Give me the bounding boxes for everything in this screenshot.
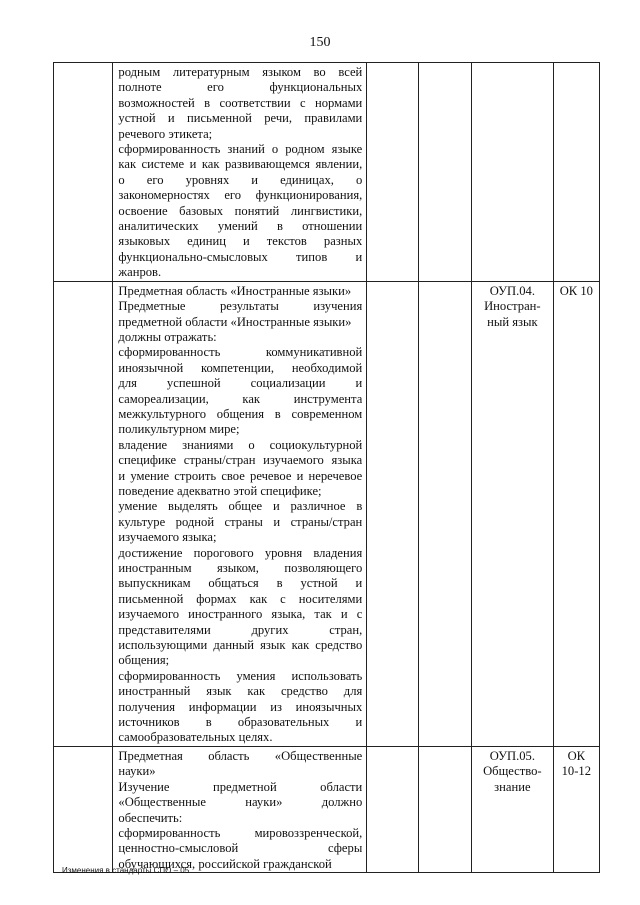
empty-cell xyxy=(418,281,471,746)
text-line: поведение адекватно этой специфике; xyxy=(118,483,322,498)
text-line: Изучение предметной области xyxy=(118,779,363,794)
standards-table xyxy=(53,62,600,873)
text-line: сформированность умения использовать xyxy=(118,668,363,683)
text-line: изучаемого иностранного языка, так и с xyxy=(118,607,363,622)
text-line: использующими данный язык как средство xyxy=(118,638,363,653)
discipline-code-line: Общество- xyxy=(483,764,542,779)
table-row xyxy=(54,281,600,746)
text-line: речевого этикета; xyxy=(118,126,213,141)
text-line: и умение строить свое речевое и неречевое xyxy=(118,468,363,483)
text-line: как системе и как развивающемся явлении, xyxy=(118,157,363,172)
text-line: сформированность мировоззренческой, xyxy=(118,825,363,840)
discipline-code-cell xyxy=(472,746,554,872)
competence-cell xyxy=(553,281,599,746)
text-line: получения информации из иноязычных xyxy=(118,699,363,714)
requirements-cell xyxy=(113,63,367,282)
competence-code-line: ОК 10 xyxy=(559,283,593,298)
text-line: общения; xyxy=(118,653,170,668)
text-line: о его уровнях и единицах, о xyxy=(118,172,363,187)
text-line: сформированность коммуникативной xyxy=(118,345,363,360)
text-line: поликультурном мире; xyxy=(118,422,240,437)
text-line: источников в образовательных и xyxy=(118,715,363,730)
text-line: владение знаниями о социокультурной xyxy=(118,437,363,452)
text-line: науки» xyxy=(118,764,156,779)
text-line: культуре родной страны и страны/стран xyxy=(118,514,363,529)
discipline-code-line: Иностран- xyxy=(484,299,541,314)
text-line: иностранный язык как средство для xyxy=(118,684,363,699)
page-number: 150 xyxy=(309,35,331,50)
discipline-code-cell xyxy=(472,281,554,746)
text-line: ценностно-смысловой сферы xyxy=(118,841,363,856)
text-line: для успешной социализации и xyxy=(118,376,363,391)
empty-cell xyxy=(418,746,471,872)
empty-cell xyxy=(367,281,418,746)
text-line: предметной области «Иностранные языки» xyxy=(118,314,352,329)
empty-cell xyxy=(367,746,418,872)
text-line: выпускникам общаться в устной и xyxy=(118,576,363,591)
text-line: изучаемого языка; xyxy=(118,530,217,545)
table-row xyxy=(54,746,600,872)
text-line: «Общественные науки» должно xyxy=(118,795,363,810)
text-line: письменной формах как с носителями xyxy=(118,591,363,606)
discipline-code-line: знание xyxy=(494,779,531,794)
text-line: функционально-смысловых типов и xyxy=(118,249,363,264)
competence-cell xyxy=(553,63,599,282)
text-line: самореализации, как инструмента xyxy=(118,391,363,406)
text-line: освоение базовых понятий лингвистики, xyxy=(118,203,363,218)
text-line: жанров. xyxy=(118,265,162,280)
empty-cell xyxy=(54,63,113,282)
text-line: обеспечить: xyxy=(118,810,183,825)
discipline-code-line: ОУП.05. xyxy=(489,748,535,763)
text-line: умение выделять общее и различное в xyxy=(118,499,363,514)
competence-code-line: ОК xyxy=(567,748,586,763)
footer-note: Изменения в стандарты СПО – 05 xyxy=(62,866,190,875)
empty-cell xyxy=(54,746,113,872)
discipline-code-cell xyxy=(472,63,554,282)
text-line: достижение порогового уровня владения xyxy=(118,545,363,560)
text-line: иноязычной компетенции, необходимой xyxy=(118,360,363,375)
text-line: закономерностях его функционирования, xyxy=(118,188,363,203)
text-line: Предметные результаты изучения xyxy=(118,299,363,314)
requirements-cell xyxy=(113,746,367,872)
text-line: должны отражать: xyxy=(118,329,217,344)
text-line: обучающихся, российской гражданской xyxy=(118,856,332,871)
empty-cell xyxy=(367,63,418,282)
requirements-cell xyxy=(113,281,367,746)
text-line: устной и письменной речи, правилами xyxy=(118,111,363,126)
text-line: аналитических умений в отношении xyxy=(118,219,363,234)
discipline-code-line: ОУП.04. xyxy=(489,283,535,298)
text-line: Предметная область «Общественные xyxy=(118,748,363,763)
text-line: представителями других стран, xyxy=(118,622,363,637)
text-line: иностранным языком, позволяющего xyxy=(118,561,363,575)
text-line: Предметная область «Иностранные языки» xyxy=(118,283,352,298)
text-line: сформированность знаний о родном языке xyxy=(118,142,363,157)
competence-code-line: 10-12 xyxy=(561,764,592,779)
competence-cell xyxy=(553,746,599,872)
text-line: возможностей в соответствии с нормами xyxy=(118,95,363,110)
table-row xyxy=(54,63,600,282)
text-line: специфике страны/стран изучаемого языка xyxy=(118,453,363,468)
text-line: полноте его функциональных xyxy=(118,80,363,95)
text-line: самообразовательных целях. xyxy=(118,730,273,745)
text-line: языковых единиц и текстов разных xyxy=(118,234,363,249)
empty-cell xyxy=(54,281,113,746)
text-line: родным литературным языком во всей xyxy=(118,65,363,79)
text-line: межкультурного общения в современном xyxy=(118,406,363,421)
discipline-code-line: ный язык xyxy=(487,314,538,329)
empty-cell xyxy=(418,63,471,282)
